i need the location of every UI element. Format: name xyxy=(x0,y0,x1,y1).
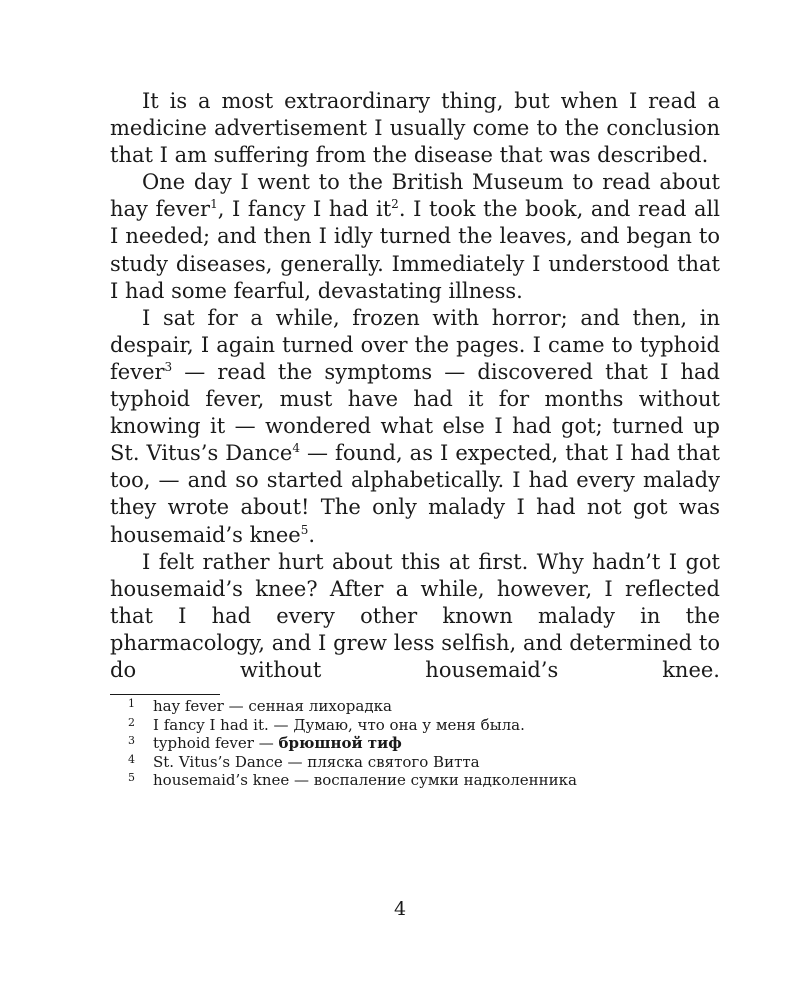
footnote-ref: 3 xyxy=(164,359,173,374)
footnote-ref: 2 xyxy=(391,197,399,212)
paragraph-3: I sat for a while, frozen with horror; and then, in despair, I again turned over the pages. I came to typhoid fever$^3$ — read the symptoms — discovered that I had typhoid fever, must have had it for months without knowing it — wondered what else I had got; turned up St. Vitus’s Dance$^4$ — found, as I expected, that I had that too, — and so started alphabetically. I had every malady they wrote about! The only malady I had not got was housemaid’s knee$^5$. xyxy=(110,305,720,547)
footnote-number: 5 xyxy=(128,771,135,785)
footnote-5: 5 housemaid’s knee — воспаление сумки надколенника xyxy=(110,771,720,790)
footnote-ref: 4 xyxy=(292,441,300,456)
footnote-number: 3 xyxy=(128,734,135,748)
footnote-number: 4 xyxy=(128,752,135,766)
footnote-number: 2 xyxy=(128,715,135,729)
footnote-4: 4 St. Vitus’s Dance — пляска святого Витта xyxy=(110,753,720,772)
footnote-term: housemaid’s knee xyxy=(153,771,290,790)
footnote-3: 3 typhoid fever — брюшной тиф xyxy=(110,734,720,753)
footnote-translation: Думаю, что она у меня была. xyxy=(293,715,525,734)
paragraph-4: I felt rather hurt about this at first. Why hadn’t I got housemaid’s knee? After a while, however, I reflected that I had every other known malady in the pharmacology, and I grew less selfish, and determined to do without housemaid’s knee. xyxy=(110,549,720,682)
footnote-term: typhoid fever xyxy=(153,734,254,753)
footnote-translation: сенная лихорадка xyxy=(248,697,392,716)
footnote-translation: воспаление сумки надколенника xyxy=(313,771,577,790)
footnote-ref: 1 xyxy=(210,197,218,212)
footnote-2: 2 I fancy I had it. — Думаю, что она у меня была. xyxy=(110,716,720,735)
book-page xyxy=(110,88,720,790)
footnote-term: hay fever xyxy=(153,697,224,716)
footnotes xyxy=(110,697,720,790)
footnote-number: 1 xyxy=(128,697,135,711)
footnote-ref: 5 xyxy=(300,522,309,537)
footnote-translation: брюшной тиф xyxy=(278,734,402,753)
page-number: 4 xyxy=(393,898,407,920)
footnote-divider xyxy=(110,694,220,695)
footnote-translation: пляска святого Витта xyxy=(307,752,480,771)
paragraph-1: It is a most extraordinary thing, but when I read a medicine advertisement I usually come to the conclusion that I am suffering from the disease that was described. xyxy=(110,89,720,168)
paragraph-2: One day I went to the British Museum to read about hay fever$^1$, I fancy I had $it^2$. I took the book, and read all I needed; and then I idly turned the leaves, and began to study diseases, generally. Immediately I understood that I had some fearful, devastating illness. xyxy=(110,170,720,303)
footnote-term: I fancy I had it. xyxy=(153,715,269,734)
footnote-1: 1 hay fever — сенная лихорадка xyxy=(110,697,720,716)
body-text xyxy=(110,88,720,684)
footnote-term: St. Vitus’s Dance xyxy=(153,752,283,771)
